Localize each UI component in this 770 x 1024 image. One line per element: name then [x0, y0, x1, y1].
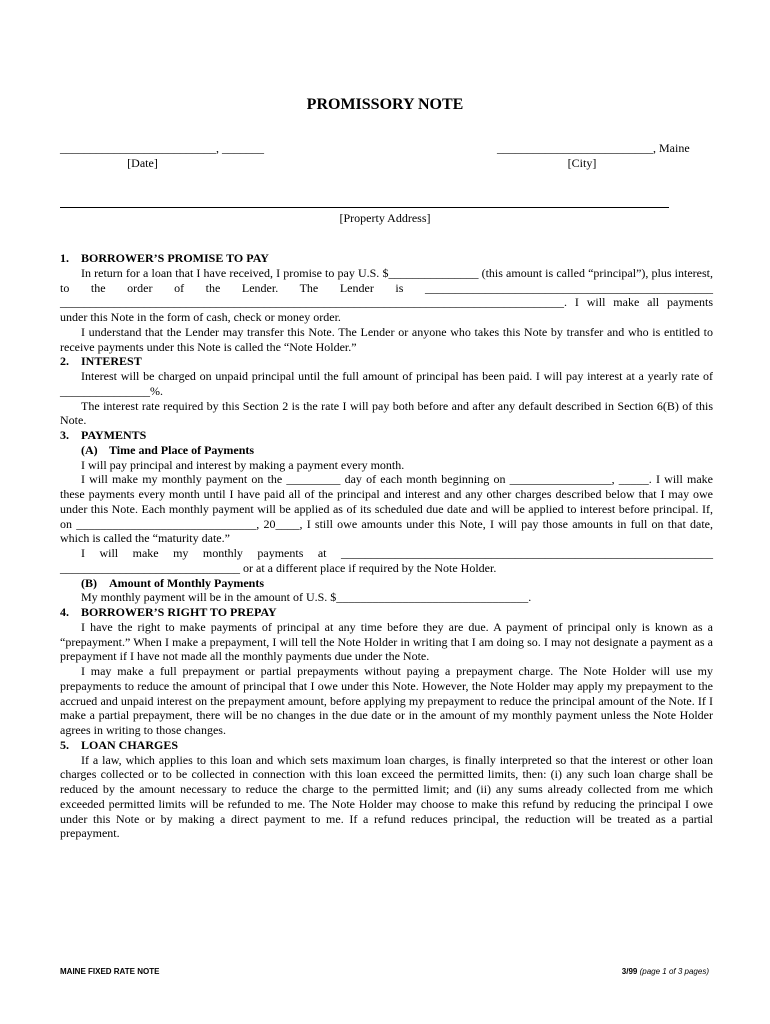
section-4-paragraph: I may make a full prepayment or partial prepayments without paying a prepayment charge. The Note Holder will use my prepayments to reduce the amount of principal that I owe under this Note. However, the Note Holder may apply my prepayment to the accrued and unpaid interest on the prepayment amount, before applying my prepayment to reduce the principal amount of the Note. If I make a partial prepayment, there will be no changes in the due date or in the amount of my monthly payment unless the Note Holder agrees in writing to those changes. — [60, 664, 713, 737]
section-5-paragraph: If a law, which applies to this loan and which sets maximum loan charges, is finally interpreted so that the interest or other loan charges collected or to be collected in connection with this loan exceed the permitted limits, then: (i) any such loan charge shall be reduced by the amount necessary to reduce the charge to the permitted limit; and (ii) any sums already collected from me which exceeded permitted limits will be refunded to me. The Note Holder may choose to make this refund by reducing the principal I owe under this Note or by making a direct payment to me. If a refund reduces principal, the reduction will be treated as a partial prepayment. — [60, 752, 713, 841]
section-3b-heading: (B) Amount of Monthly Payments — [81, 575, 264, 590]
section-4-heading: 4. BORROWER’S RIGHT TO PREPAY — [60, 605, 277, 619]
city-line: __________________________, Maine — [497, 141, 690, 155]
section-5-heading: 5. LOAN CHARGES — [60, 737, 179, 752]
section-3a-paragraph: I will pay principal and interest by making a payment every month. — [81, 457, 405, 472]
section-1-paragraph: In return for a loan that I have received, I promise to pay U.S. $_______________ (this amount is called “principal”), plus interest, to the order of the Lender. The Lender is ________________________________________________ ____________________________________________________________________________________. I will make all payments under this Note in the form of cash, check or money order. — [60, 265, 713, 324]
footer-form-code: 3/99 — [621, 967, 638, 976]
document-title: PROMISSORY NOTE — [306, 96, 464, 113]
date-caption: [Date] — [127, 156, 158, 170]
property-address-line — [60, 207, 669, 208]
section-3-heading: 3. PAYMENTS — [60, 428, 147, 442]
section-2-heading: 2. INTEREST — [60, 354, 142, 369]
city-caption: [City] — [567, 156, 597, 170]
section-3a-paragraph: I will make my monthly payment on the _________ day of each month beginning on _________________, _____. I will make these payments every month until I have paid all of the principal and interest and any other charges described below that I may owe under this Note. Each monthly payment will be applied as of its scheduled due date and will be applied to interest before principal. If, on ______________________________, 20____, I still owe amounts under this Note, I will pay those amounts in full on that date, which is called the “maturity date.” — [60, 472, 713, 546]
section-4-paragraph: I have the right to make payments of principal at any time before they are due. A payment of principal only is known as a “prepayment.” When I make a prepayment, I will tell the Note Holder in writing that I am doing so. I may not designate a payment as a prepayment if I have not made all the monthly payments due under the Note. — [60, 619, 713, 664]
section-2-paragraph: Interest will be charged on unpaid principal until the full amount of principal has been paid. I will pay interest at a yearly rate of _______________%. — [60, 369, 713, 398]
section-1-heading: 1. BORROWER’S PROMISE TO PAY — [60, 251, 269, 265]
section-3a-heading: (A) Time and Place of Payments — [81, 442, 255, 457]
footer-page-number: (page 1 of 3 pages) — [639, 967, 709, 976]
section-2-paragraph: The interest rate required by this Section 2 is the rate I will pay both before and after any default described in Section 6(B) of this Note. — [60, 398, 713, 428]
document-body — [60, 251, 713, 841]
property-address-caption: [Property Address] — [339, 211, 431, 225]
footer-form-name: MAINE FIXED RATE NOTE — [60, 967, 160, 976]
section-1-paragraph: I understand that the Lender may transfer this Note. The Lender or anyone who takes this Note by transfer and who is entitled to receive payments under this Note is called the “Note Holder.” — [60, 324, 713, 354]
date-line: __________________________, _______ — [60, 141, 264, 155]
footer-page-info — [622, 967, 709, 976]
section-3a-paragraph: I will make my monthly payments at ______________________________________________________________ ______________________________ or at a different place if required by the Note Holder. — [60, 546, 713, 575]
section-3b-paragraph: My monthly payment will be in the amount of U.S. $________________________________. — [81, 590, 532, 605]
